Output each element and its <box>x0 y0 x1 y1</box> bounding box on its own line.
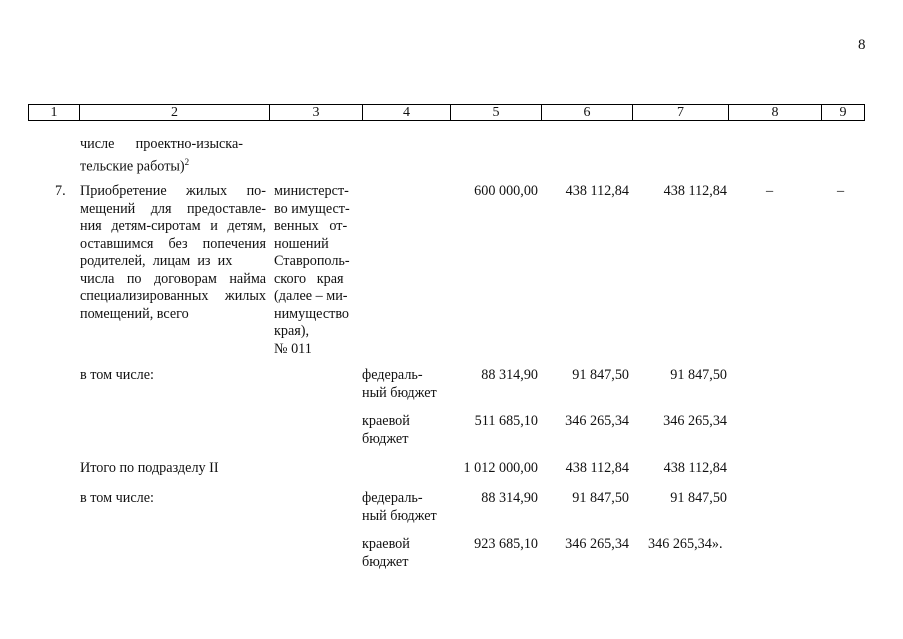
row7-federal-col6: 91 847,50 <box>572 367 629 383</box>
continuation-line-2-text: тельские работы) <box>80 158 185 175</box>
row7-federal-col5: 88 314,90 <box>481 367 538 383</box>
row7-col9: – <box>837 183 845 199</box>
row7-col6: 438 112,84 <box>565 183 629 199</box>
row7-federal-col7: 91 847,50 <box>670 367 727 383</box>
row7-col8: – <box>766 183 774 199</box>
row7-federal-line-2: ный бюджет <box>362 384 437 401</box>
row7-exec-line: министерст- <box>274 183 349 199</box>
row7-desc-line: числа по договорам найма <box>80 270 266 287</box>
row7-exec-line: № 011 <box>274 340 312 357</box>
row7-exec-line: ношений <box>274 235 329 252</box>
total-regional-col7: 346 265,34». <box>648 536 723 552</box>
row7-desc-line: родителей, лицам из их <box>80 253 233 269</box>
row7-desc-line: специализированных жилых <box>80 288 266 304</box>
total-col5: 1 012 000,00 <box>463 460 538 476</box>
row7-regional-col7: 346 265,34 <box>663 413 727 429</box>
row7-executor <box>274 183 362 358</box>
total-federal-line-2: ный бюджет <box>362 507 437 524</box>
header-col-5: 5 <box>451 105 542 120</box>
row7-regional-budget-label <box>362 413 410 448</box>
total-regional-col6: 346 265,34 <box>565 536 629 552</box>
row7-desc-line: Приобретение жилых по- <box>80 183 266 199</box>
row7-including-label: в том числе: <box>80 367 154 383</box>
page-number: 8 <box>858 37 866 53</box>
total-label: Итого по подразделу II <box>80 460 219 476</box>
footnote-mark: 2 <box>184 156 190 167</box>
total-federal-col5: 88 314,90 <box>481 490 538 506</box>
header-col-8: 8 <box>729 105 822 120</box>
row7-desc-line: ния детям-сиротам и детям, <box>80 218 266 234</box>
header-col-4: 4 <box>363 105 451 120</box>
header-col-3: 3 <box>270 105 363 120</box>
header-col-6: 6 <box>542 105 633 120</box>
row7-exec-line: во имущест- <box>274 200 350 217</box>
row7-col7: 438 112,84 <box>663 183 727 199</box>
header-col-9: 9 <box>839 105 847 120</box>
total-federal-budget-label <box>362 490 437 525</box>
row7-description <box>80 183 266 323</box>
total-including-label: в том числе: <box>80 490 154 506</box>
row7-federal-line-1: федераль- <box>362 367 423 383</box>
row7-federal-budget-label <box>362 367 437 402</box>
continuation-line-1: числе проектно-изыска- <box>80 136 243 152</box>
row7-exec-line: (далее – ми- <box>274 288 348 304</box>
row7-exec-line: Ставрополь- <box>274 253 350 269</box>
header-col-1: 1 <box>29 105 80 120</box>
row7-exec-line: нимущество <box>274 305 350 322</box>
row7-col5: 600 000,00 <box>474 183 538 199</box>
continuation-text <box>80 136 266 176</box>
row7-exec-line: края), <box>274 323 310 339</box>
continuation-line-2 <box>80 154 266 176</box>
row7-number: 7. <box>55 183 66 199</box>
total-federal-col6: 91 847,50 <box>572 490 629 506</box>
total-federal-col7: 91 847,50 <box>670 490 727 506</box>
row7-desc-line: помещений, всего <box>80 305 189 322</box>
total-regional-budget-label <box>362 536 410 571</box>
row7-regional-col6: 346 265,34 <box>565 413 629 429</box>
total-regional-line-1: краевой <box>362 536 410 552</box>
total-federal-line-1: федераль- <box>362 490 423 506</box>
table-header-row <box>28 104 865 121</box>
total-col7: 438 112,84 <box>663 460 727 476</box>
row7-regional-line-1: краевой <box>362 413 410 429</box>
row7-exec-line: ского края <box>274 270 344 287</box>
total-regional-col5: 923 685,10 <box>474 536 538 552</box>
row7-regional-line-2: бюджет <box>362 430 409 447</box>
row7-regional-col5: 511 685,10 <box>474 413 538 429</box>
total-col6: 438 112,84 <box>565 460 629 476</box>
row7-exec-line: венных от- <box>274 218 348 234</box>
row7-desc-line: мещений для предоставле- <box>80 200 266 217</box>
header-col-2: 2 <box>80 105 270 120</box>
total-regional-line-2: бюджет <box>362 553 409 570</box>
header-col-7: 7 <box>633 105 729 120</box>
row7-desc-line: оставшимся без попечения <box>80 235 266 252</box>
